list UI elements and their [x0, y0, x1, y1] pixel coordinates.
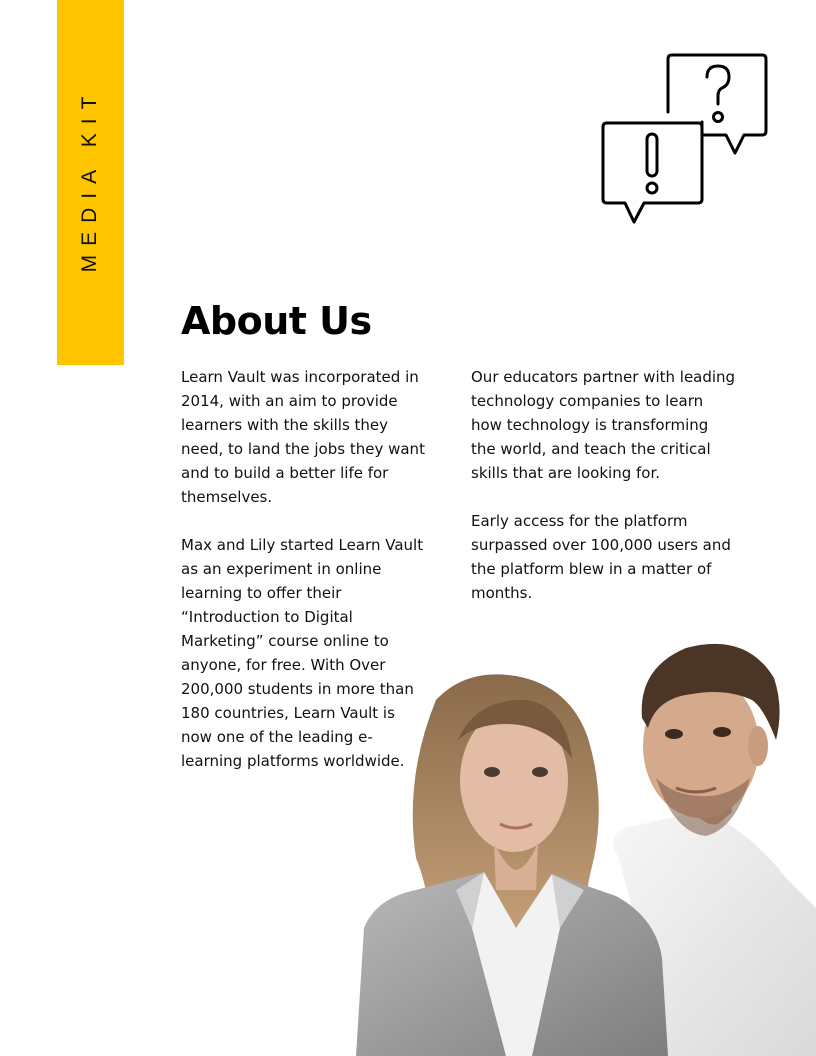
speech-bubbles-illustration — [598, 50, 774, 228]
page-title: About Us — [181, 299, 372, 343]
about-paragraph: Our educators partner with leading technology companies to learn how technology is transforming the world, and teach the critical skills that are looking for. — [471, 368, 736, 482]
sidebar-label: MEDIA KIT — [78, 87, 101, 273]
about-paragraph: Early access for the platform surpassed over 100,000 users and the platform blew in a matter of months. — [471, 512, 731, 602]
founders-photo — [356, 628, 816, 1056]
about-paragraph: Max and Lily started Learn Vault as an experiment in online learning to offer their “Introduction to Digital Marketing” course online to anyone, for free. With Over 200,000 students in more than 180 countries, Learn Vault is now one of the leading e-learning platforms worldwide. — [181, 536, 424, 770]
about-column-right — [471, 365, 736, 629]
exclamation-speech-bubble-icon — [603, 123, 702, 222]
about-paragraph: Learn Vault was incorporated in 2014, with an aim to provide learners with the skills they need, to land the jobs they want and to build a better life for themselves. — [181, 368, 425, 506]
